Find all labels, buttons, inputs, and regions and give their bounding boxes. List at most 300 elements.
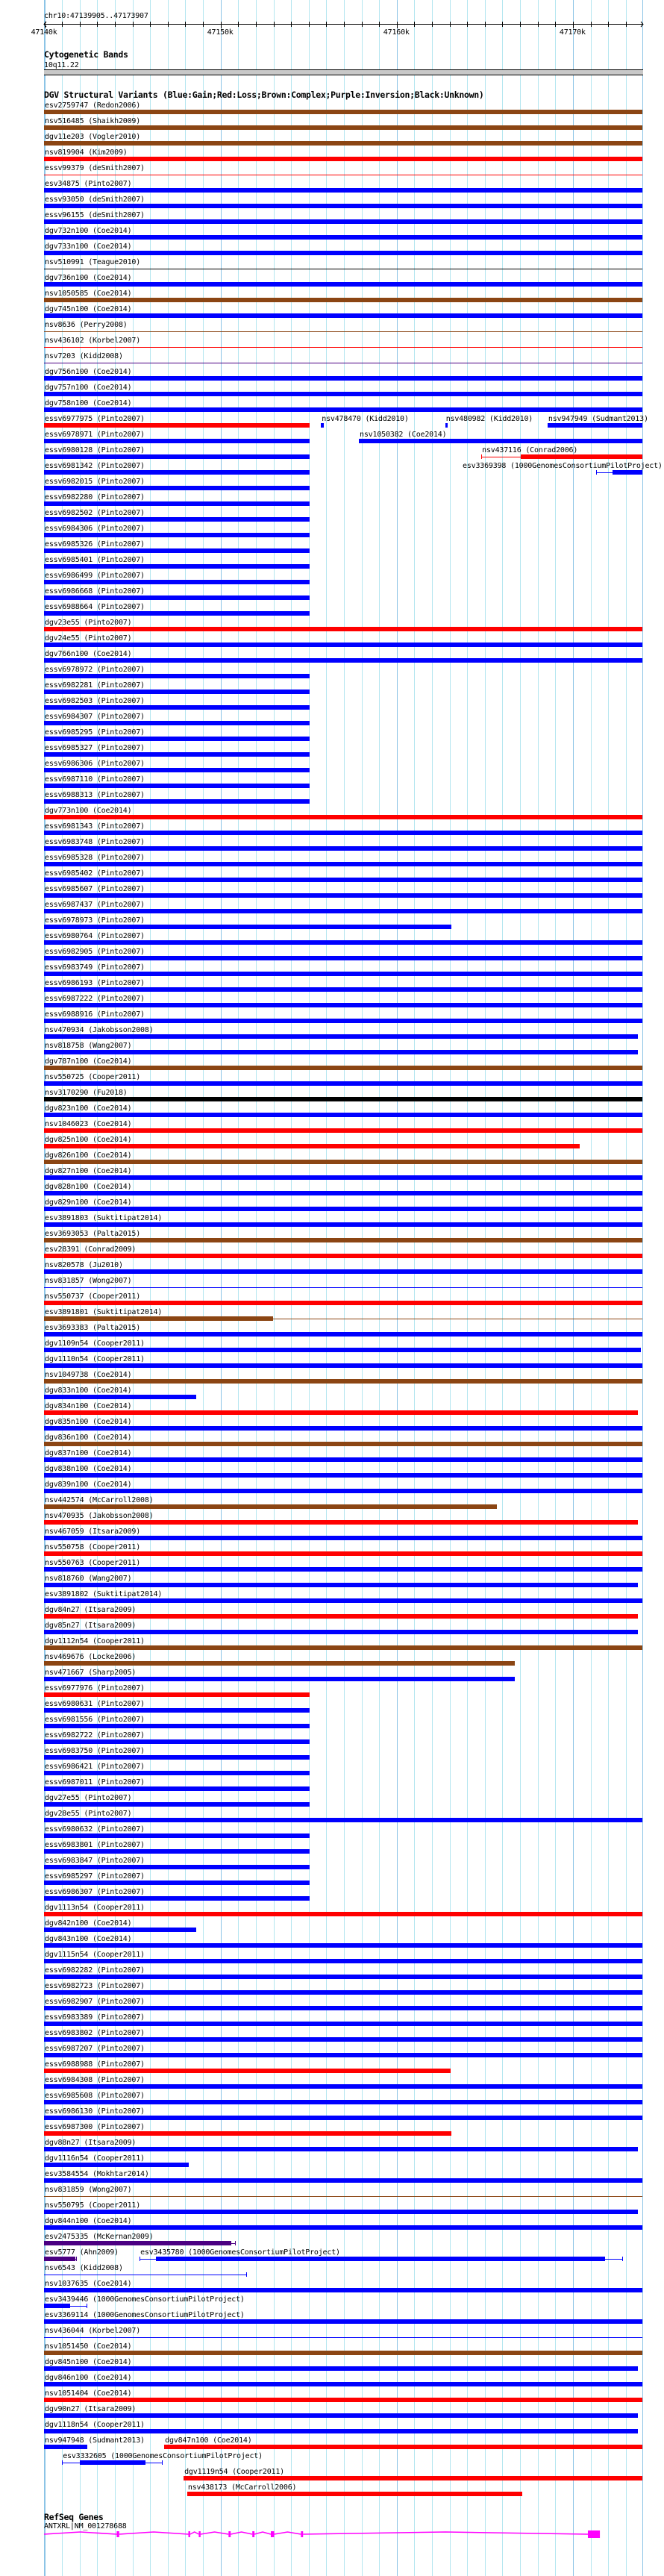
variant-bar-gain[interactable] <box>44 1896 310 1901</box>
variant-bar-gain[interactable] <box>44 188 642 193</box>
variant-label[interactable]: essv6988664 (Pinto2007) <box>45 603 145 611</box>
variant-label[interactable]: essv6982280 (Pinto2007) <box>45 493 145 501</box>
variant-bar-loss[interactable] <box>44 2398 642 2402</box>
variant-label[interactable]: nsv550737 (Cooper2011) <box>45 1292 141 1301</box>
variant-bar-gain[interactable] <box>44 972 642 976</box>
variant-bar-loss[interactable] <box>44 1301 642 1305</box>
variant-bar-gain[interactable] <box>44 1457 642 1462</box>
variant-label[interactable]: dgv1112n54 (Cooper2011) <box>45 1637 145 1645</box>
variant-label[interactable]: nsv469676 (Locke2006) <box>45 1653 137 1661</box>
variant-label[interactable]: essv6978973 (Pinto2007) <box>45 916 145 925</box>
variant-bar-gain[interactable] <box>321 423 323 428</box>
variant-bar-gain[interactable] <box>44 1802 310 1807</box>
variant-label[interactable]: esv3435780 (1000GenomesConsortiumPilotProject) <box>140 2248 340 2257</box>
variant-bar-loss[interactable] <box>44 2131 451 2136</box>
variant-label[interactable]: dgv845n100 (Coe2014) <box>45 2358 132 2366</box>
variant-bar-gain[interactable] <box>44 1943 642 1948</box>
variant-label[interactable]: essv6982503 (Pinto2007) <box>45 697 145 705</box>
variant-label[interactable]: essv6988988 (Pinto2007) <box>45 2060 145 2069</box>
variant-label[interactable]: essv6986307 (Pinto2007) <box>45 1888 145 1896</box>
variant-bar-loss[interactable] <box>44 1912 642 1916</box>
variant-label[interactable]: dgv843n100 (Coe2014) <box>45 1935 132 1943</box>
variant-label[interactable]: essv6986421 (Pinto2007) <box>45 1763 145 1771</box>
variant-label[interactable]: essv6977975 (Pinto2007) <box>45 415 145 423</box>
variant-bar-gain[interactable] <box>44 407 642 412</box>
variant-bar-gain[interactable] <box>613 470 642 475</box>
variant-label[interactable]: essv6980631 (Pinto2007) <box>45 1700 145 1708</box>
variant-label[interactable]: esv3369398 (1000GenomesConsortiumPilotProject) <box>463 462 663 470</box>
variant-label[interactable]: essv6982015 (Pinto2007) <box>45 478 145 486</box>
variant-label[interactable]: essv6985607 (Pinto2007) <box>45 885 145 893</box>
variant-label[interactable]: essv6982502 (Pinto2007) <box>45 509 145 517</box>
variant-label[interactable]: dgv823n100 (Coe2014) <box>45 1104 132 1113</box>
variant-bar-gain[interactable] <box>44 784 310 788</box>
variant-label[interactable]: essv6986668 (Pinto2007) <box>45 587 145 595</box>
variant-label[interactable]: dgv825n100 (Coe2014) <box>45 1136 132 1144</box>
variant-bar-loss[interactable] <box>44 2069 451 2073</box>
variant-bar-gain[interactable] <box>44 2445 87 2449</box>
variant-label[interactable]: essv6982723 (Pinto2007) <box>45 1982 145 1990</box>
variant-line[interactable] <box>44 2196 642 2197</box>
variant-label[interactable]: essv6981343 (Pinto2007) <box>45 822 145 831</box>
variant-bar-complex[interactable] <box>44 1238 642 1242</box>
variant-label[interactable]: dgv836n100 (Coe2014) <box>45 1434 132 1442</box>
variant-label[interactable]: essv6985297 (Pinto2007) <box>45 1872 145 1881</box>
variant-bar-gain[interactable] <box>44 1003 642 1007</box>
variant-bar-gain[interactable] <box>44 1739 310 1744</box>
variant-label[interactable]: dgv758n100 (Coe2014) <box>45 399 132 407</box>
variant-bar-complex[interactable] <box>44 110 642 114</box>
variant-bar-gain[interactable] <box>44 392 642 396</box>
variant-label[interactable]: dgv1113n54 (Cooper2011) <box>45 1904 145 1912</box>
variant-bar-gain[interactable] <box>44 2413 638 2418</box>
variant-bar-gain[interactable] <box>80 2460 145 2465</box>
variant-label[interactable]: dgv829n100 (Coe2014) <box>45 1198 132 1207</box>
variant-bar-gain[interactable] <box>44 1113 642 1117</box>
variant-label[interactable]: nsv819904 (Kim2009) <box>45 149 128 157</box>
variant-bar-gain[interactable] <box>44 1175 642 1180</box>
variant-bar-gain[interactable] <box>44 1959 642 1963</box>
variant-label[interactable]: nsv467059 (Itsara2009) <box>45 1528 141 1536</box>
variant-bar-loss[interactable] <box>44 423 310 428</box>
variant-label[interactable]: nsv470934 (Jakobsson2008) <box>45 1026 154 1034</box>
variant-label[interactable]: nsv1050382 (Coe2014) <box>360 431 447 439</box>
variant-line[interactable] <box>44 1287 642 1288</box>
variant-bar-gain[interactable] <box>44 564 310 569</box>
variant-bar-gain[interactable] <box>445 423 448 428</box>
variant-bar-gain[interactable] <box>44 752 310 757</box>
variant-bar-gain[interactable] <box>44 282 642 287</box>
variant-bar-loss[interactable] <box>44 1692 310 1697</box>
variant-label[interactable]: essv6987222 (Pinto2007) <box>45 995 145 1003</box>
variant-bar-gain[interactable] <box>44 1348 641 1352</box>
variant-bar-gain[interactable] <box>44 1975 642 1979</box>
variant-label[interactable]: nsv1037635 (Coe2014) <box>45 2280 132 2288</box>
variant-label[interactable]: essv6983750 (Pinto2007) <box>45 1747 145 1755</box>
variant-label[interactable]: dgv827n100 (Coe2014) <box>45 1167 132 1175</box>
variant-bar-gain[interactable] <box>44 1598 642 1603</box>
variant-bar-loss[interactable] <box>44 1254 642 1258</box>
variant-bar-complex[interactable] <box>44 1160 642 1164</box>
variant-bar-gain[interactable] <box>44 580 310 584</box>
variant-bar-gain[interactable] <box>44 2288 642 2292</box>
variant-label[interactable]: dgv1116n54 (Cooper2011) <box>45 2154 145 2163</box>
variant-bar-gain[interactable] <box>44 313 642 318</box>
gene-model-antxrl[interactable] <box>0 2527 664 2542</box>
variant-label[interactable]: dgv732n100 (Coe2014) <box>45 227 132 235</box>
variant-bar-gain[interactable] <box>44 1081 642 1086</box>
variant-bar-gain[interactable] <box>44 611 310 616</box>
variant-bar-gain[interactable] <box>44 1708 310 1713</box>
variant-label[interactable]: essv6982282 (Pinto2007) <box>45 1966 145 1975</box>
gene-label[interactable]: ANTXRL|NM_001278688 <box>44 2522 127 2530</box>
variant-label[interactable]: dgv847n100 (Coe2014) <box>165 2436 252 2445</box>
variant-label[interactable]: essv6978971 (Pinto2007) <box>45 431 145 439</box>
variant-label[interactable]: dgv833n100 (Coe2014) <box>45 1387 132 1395</box>
variant-label[interactable]: dgv88n27 (Itsara2009) <box>45 2139 137 2147</box>
variant-label[interactable]: essv6982907 (Pinto2007) <box>45 1998 145 2006</box>
variant-label[interactable]: dgv773n100 (Coe2014) <box>45 807 132 815</box>
variant-bar-gain[interactable] <box>44 439 310 443</box>
variant-label[interactable]: essv6980632 (Pinto2007) <box>45 1825 145 1833</box>
variant-bar-gain[interactable] <box>44 1786 310 1791</box>
variant-label[interactable]: nsv478470 (Kidd2010) <box>322 415 409 423</box>
variant-bar-gain[interactable] <box>44 768 310 772</box>
variant-bar-complex[interactable] <box>44 1442 642 1446</box>
variant-label[interactable]: esv3891801 (Suktitipat2014) <box>45 1308 163 1316</box>
variant-bar-gain[interactable] <box>44 878 642 882</box>
variant-label[interactable]: nsv1051404 (Coe2014) <box>45 2389 132 2398</box>
variant-bar-gain[interactable] <box>44 2304 70 2308</box>
variant-label[interactable]: nsv442574 (McCarroll2008) <box>45 1496 154 1504</box>
variant-label[interactable]: dgv11e203 (Vogler2010) <box>45 133 141 141</box>
variant-label[interactable]: essv6981556 (Pinto2007) <box>45 1716 145 1724</box>
variant-bar-gain[interactable] <box>44 2100 642 2104</box>
variant-label[interactable]: dgv835n100 (Coe2014) <box>45 1418 132 1426</box>
variant-label[interactable]: dgv756n100 (Coe2014) <box>45 368 132 376</box>
variant-label[interactable]: essv93050 (deSmith2007) <box>45 196 145 204</box>
variant-label[interactable]: esv3332605 (1000GenomesConsortiumPilotProject) <box>63 2452 263 2460</box>
variant-bar-gain[interactable] <box>44 721 310 725</box>
variant-bar-gain[interactable] <box>44 956 642 960</box>
variant-bar-gain[interactable] <box>44 533 310 537</box>
variant-bar-loss[interactable] <box>44 1144 580 1148</box>
variant-label[interactable]: dgv1109n54 (Cooper2011) <box>45 1339 145 1348</box>
variant-label[interactable]: essv6983748 (Pinto2007) <box>45 838 145 846</box>
variant-label[interactable]: essv6987300 (Pinto2007) <box>45 2123 145 2131</box>
variant-bar-loss[interactable] <box>44 1551 642 1556</box>
variant-label[interactable]: nsv550763 (Cooper2011) <box>45 1559 141 1567</box>
variant-label[interactable]: dgv1119n54 (Cooper2011) <box>184 2468 284 2476</box>
variant-label[interactable]: essv6985401 (Pinto2007) <box>45 556 145 564</box>
variant-label[interactable]: esv28391 (Conrad2009) <box>45 1245 137 1254</box>
variant-bar-gain[interactable] <box>44 909 642 913</box>
variant-bar-loss[interactable] <box>44 627 642 631</box>
variant-label[interactable]: nsv516485 (Shaikh2009) <box>45 117 141 125</box>
variant-bar-complex[interactable] <box>44 2351 642 2355</box>
variant-bar-gain[interactable] <box>44 235 642 240</box>
variant-bar-gain[interactable] <box>44 1034 638 1039</box>
variant-label[interactable]: essv6983802 (Pinto2007) <box>45 2029 145 2037</box>
variant-label[interactable]: nsv8636 (Perry2008) <box>45 321 128 329</box>
variant-label[interactable]: nsv1050585 (Coe2014) <box>45 290 132 298</box>
variant-bar-gain[interactable] <box>44 1426 642 1431</box>
variant-bar-gain[interactable] <box>44 705 310 710</box>
variant-bar-loss[interactable] <box>44 815 642 819</box>
variant-bar-gain[interactable] <box>44 470 310 475</box>
variant-label[interactable]: dgv23e55 (Pinto2007) <box>45 619 132 627</box>
variant-label[interactable]: esv3693053 (Palta2015) <box>45 1230 141 1238</box>
variant-label[interactable]: dgv1118n54 (Cooper2011) <box>45 2421 145 2429</box>
variant-label[interactable]: nsv831857 (Wong2007) <box>45 1277 132 1285</box>
variant-bar-gain[interactable] <box>44 1222 642 1227</box>
variant-bar-gain[interactable] <box>44 2429 638 2433</box>
variant-bar-gain[interactable] <box>44 2147 638 2151</box>
variant-label[interactable]: esv2759747 (Redon2006) <box>45 101 141 110</box>
variant-label[interactable]: nsv437116 (Conrad2006) <box>482 446 578 454</box>
variant-bar-gain[interactable] <box>44 1567 642 1572</box>
variant-label[interactable]: nsv510991 (Teague2010) <box>45 258 141 266</box>
variant-label[interactable]: nsv3170290 (Fu2018) <box>45 1089 128 1097</box>
variant-label[interactable]: essv6985608 (Pinto2007) <box>45 2092 145 2100</box>
variant-bar-gain[interactable] <box>44 1191 642 1195</box>
variant-line[interactable] <box>44 331 642 332</box>
variant-label[interactable]: esv3369114 (1000GenomesConsortiumPilotProject) <box>45 2311 245 2319</box>
variant-bar-gain[interactable] <box>44 2022 642 2026</box>
variant-line[interactable] <box>44 347 642 348</box>
variant-bar-gain[interactable] <box>44 501 310 506</box>
variant-bar-complex[interactable] <box>44 1379 642 1384</box>
variant-bar-complex[interactable] <box>44 1504 497 1509</box>
variant-label[interactable]: dgv28e55 (Pinto2007) <box>45 1810 132 1818</box>
variant-label[interactable]: esv5777 (Ahn2009) <box>45 2248 119 2257</box>
variant-bar-gain[interactable] <box>44 1019 642 1023</box>
variant-label[interactable]: nsv550795 (Cooper2011) <box>45 2201 141 2210</box>
variant-bar-loss[interactable] <box>164 2445 642 2449</box>
variant-bar-gain[interactable] <box>44 1818 642 1822</box>
variant-bar-loss[interactable] <box>187 2492 522 2496</box>
variant-label[interactable]: essv6982281 (Pinto2007) <box>45 681 145 690</box>
variant-bar-gain[interactable] <box>44 2178 642 2183</box>
variant-bar-complex[interactable] <box>44 1645 642 1650</box>
variant-label[interactable]: essv6987437 (Pinto2007) <box>45 901 145 909</box>
variant-bar-gain[interactable] <box>44 1363 642 1368</box>
variant-label[interactable]: nsv818760 (Wang2007) <box>45 1575 132 1583</box>
variant-label[interactable]: dgv844n100 (Coe2014) <box>45 2217 132 2225</box>
variant-bar-gain[interactable] <box>44 799 310 804</box>
variant-bar-gain[interactable] <box>44 2116 642 2120</box>
variant-bar-gain[interactable] <box>44 1536 642 1540</box>
variant-label[interactable]: dgv85n27 (Itsara2009) <box>45 1622 137 1630</box>
variant-label[interactable]: essv6985402 (Pinto2007) <box>45 869 145 878</box>
variant-label[interactable]: nsv550758 (Cooper2011) <box>45 1543 141 1551</box>
variant-bar-gain[interactable] <box>44 1771 310 1775</box>
variant-bar-inversion[interactable] <box>44 2241 231 2245</box>
variant-label[interactable]: esv2475335 (McKernan2009) <box>45 2233 154 2241</box>
variant-label[interactable]: nsv1051450 (Coe2014) <box>45 2342 132 2351</box>
variant-label[interactable]: essv6977976 (Pinto2007) <box>45 1684 145 1692</box>
variant-label[interactable]: essv6980764 (Pinto2007) <box>45 932 145 940</box>
variant-bar-gain[interactable] <box>44 2084 642 2089</box>
variant-bar-loss[interactable] <box>44 1614 638 1619</box>
variant-label[interactable]: essv6987207 (Pinto2007) <box>45 2045 145 2053</box>
variant-label[interactable]: dgv826n100 (Coe2014) <box>45 1151 132 1160</box>
variant-bar-complex[interactable] <box>44 125 642 130</box>
variant-bar-gain[interactable] <box>44 376 642 381</box>
variant-bar-gain[interactable] <box>44 1332 642 1337</box>
variant-label[interactable]: essv6983847 (Pinto2007) <box>45 1857 145 1865</box>
variant-bar-gain[interactable] <box>44 2037 642 2042</box>
variant-label[interactable]: essv96155 (deSmith2007) <box>45 211 145 219</box>
variant-label[interactable]: esv34875 (Pinto2007) <box>45 180 132 188</box>
variant-label[interactable]: nsv7203 (Kidd2008) <box>45 352 123 360</box>
variant-bar-gain[interactable] <box>44 486 310 490</box>
variant-bar-gain[interactable] <box>44 1849 310 1854</box>
variant-bar-gain[interactable] <box>44 658 642 663</box>
variant-label[interactable]: essv6985327 (Pinto2007) <box>45 744 145 752</box>
variant-bar-gain[interactable] <box>44 1928 196 1932</box>
variant-bar-unknown[interactable] <box>44 1097 642 1101</box>
variant-label[interactable]: nsv1049738 (Coe2014) <box>45 1371 132 1379</box>
variant-label[interactable]: dgv766n100 (Coe2014) <box>45 650 132 658</box>
variant-bar-gain[interactable] <box>44 219 642 224</box>
variant-label[interactable]: essv6978972 (Pinto2007) <box>45 666 145 674</box>
variant-bar-loss[interactable] <box>44 157 642 161</box>
variant-label[interactable]: essv6984306 (Pinto2007) <box>45 525 145 533</box>
variant-label[interactable]: essv6980128 (Pinto2007) <box>45 446 145 454</box>
variant-label[interactable]: dgv84n27 (Itsara2009) <box>45 1606 137 1614</box>
variant-label[interactable]: nsv436044 (Korbel2007) <box>45 2327 141 2335</box>
variant-label[interactable]: esv3584554 (Mokhtar2014) <box>45 2170 149 2178</box>
variant-label[interactable]: dgv837n100 (Coe2014) <box>45 1449 132 1457</box>
variant-bar-gain[interactable] <box>44 1583 638 1587</box>
variant-bar-gain[interactable] <box>44 1755 310 1760</box>
variant-bar-complex[interactable] <box>44 141 642 146</box>
variant-bar-loss[interactable] <box>44 1128 642 1133</box>
variant-label[interactable]: nsv1046023 (Coe2014) <box>45 1120 132 1128</box>
variant-bar-complex[interactable] <box>44 1066 642 1070</box>
variant-label[interactable]: essv6982905 (Pinto2007) <box>45 948 145 956</box>
variant-label[interactable]: dgv757n100 (Coe2014) <box>45 384 132 392</box>
variant-bar-gain[interactable] <box>44 690 310 694</box>
variant-bar-gain[interactable] <box>44 2163 189 2167</box>
variant-label[interactable]: essv6984308 (Pinto2007) <box>45 2076 145 2084</box>
variant-label[interactable]: dgv90n27 (Itsara2009) <box>45 2405 137 2413</box>
variant-label[interactable]: dgv1115n54 (Cooper2011) <box>45 1951 145 1959</box>
variant-label[interactable]: nsv480982 (Kidd2010) <box>445 415 533 423</box>
variant-label[interactable]: esv3891803 (Suktitipat2014) <box>45 1214 163 1222</box>
variant-bar-gain[interactable] <box>44 1207 642 1211</box>
variant-bar-gain[interactable] <box>44 595 310 600</box>
variant-label[interactable]: essv6987011 (Pinto2007) <box>45 1778 145 1786</box>
variant-label[interactable]: dgv733n100 (Coe2014) <box>45 243 132 251</box>
variant-bar-gain[interactable] <box>44 1724 310 1728</box>
variant-bar-complex[interactable] <box>44 298 642 302</box>
variant-label[interactable]: dgv736n100 (Coe2014) <box>45 274 132 282</box>
variant-label[interactable]: nsv947949 (Sudmant2013) <box>548 415 648 423</box>
variant-label[interactable]: dgv846n100 (Coe2014) <box>45 2374 132 2382</box>
variant-label[interactable]: essv6988313 (Pinto2007) <box>45 791 145 799</box>
variant-label[interactable]: nsv438173 (McCarroll2006) <box>187 2483 297 2492</box>
variant-bar-gain[interactable] <box>44 204 642 208</box>
variant-label[interactable]: essv6986130 (Pinto2007) <box>45 2107 145 2116</box>
variant-label[interactable]: essv6987110 (Pinto2007) <box>45 775 145 784</box>
variant-bar-gain[interactable] <box>44 1630 638 1634</box>
variant-label[interactable]: dgv828n100 (Coe2014) <box>45 1183 132 1191</box>
variant-bar-gain[interactable] <box>44 846 642 851</box>
variant-bar-gain[interactable] <box>44 2225 642 2230</box>
variant-label[interactable]: nsv818758 (Wang2007) <box>45 1042 132 1050</box>
variant-bar-gain[interactable] <box>44 1050 638 1054</box>
variant-label[interactable]: dgv27e55 (Pinto2007) <box>45 1794 132 1802</box>
variant-label[interactable]: essv6984307 (Pinto2007) <box>45 713 145 721</box>
variant-label[interactable]: dgv839n100 (Coe2014) <box>45 1481 132 1489</box>
variant-bar-gain[interactable] <box>359 439 642 443</box>
variant-bar-gain[interactable] <box>44 1269 642 1274</box>
variant-bar-gain[interactable] <box>44 737 310 741</box>
variant-bar-gain[interactable] <box>44 831 642 835</box>
variant-label[interactable]: nsv436102 (Korbel2007) <box>45 337 141 345</box>
variant-label[interactable]: esv3693383 (Palta2015) <box>45 1324 141 1332</box>
variant-label[interactable]: nsv820578 (Ju2010) <box>45 1261 123 1269</box>
variant-bar-gain[interactable] <box>44 1677 515 1681</box>
variant-bar-gain[interactable] <box>44 1881 310 1885</box>
variant-bar-inversion[interactable] <box>44 2257 75 2261</box>
variant-bar-gain[interactable] <box>44 643 642 647</box>
variant-label[interactable]: essv6983801 (Pinto2007) <box>45 1841 145 1849</box>
variant-bar-gain[interactable] <box>44 2210 638 2214</box>
variant-label[interactable]: essv6986306 (Pinto2007) <box>45 760 145 768</box>
variant-bar-gain[interactable] <box>44 862 642 866</box>
variant-bar-gain[interactable] <box>44 548 310 553</box>
cytoband-10q11-22[interactable] <box>44 69 643 75</box>
variant-bar-gain[interactable] <box>548 423 642 428</box>
variant-bar-gain[interactable] <box>44 454 310 459</box>
variant-bar-gain[interactable] <box>44 2006 642 2010</box>
variant-label[interactable]: essv6982722 (Pinto2007) <box>45 1731 145 1739</box>
variant-bar-gain[interactable] <box>44 1833 310 1838</box>
variant-bar-loss[interactable] <box>44 1410 638 1415</box>
variant-label[interactable]: dgv1110n54 (Cooper2011) <box>45 1355 145 1363</box>
variant-bar-gain[interactable] <box>44 517 310 522</box>
variant-label[interactable]: nsv947948 (Sudmant2013) <box>45 2436 145 2445</box>
variant-bar-gain[interactable] <box>44 1473 642 1478</box>
variant-bar-loss[interactable] <box>184 2476 642 2480</box>
variant-label[interactable]: dgv838n100 (Coe2014) <box>45 1465 132 1473</box>
variant-bar-complex[interactable] <box>44 1316 273 1321</box>
variant-bar-complex[interactable] <box>44 1661 515 1666</box>
variant-label[interactable]: dgv842n100 (Coe2014) <box>45 1919 132 1928</box>
variant-bar-gain[interactable] <box>44 2382 642 2386</box>
variant-bar-gain[interactable] <box>44 1865 310 1869</box>
variant-label[interactable]: nsv6543 (Kidd2008) <box>45 2264 123 2272</box>
variant-bar-gain[interactable] <box>44 251 642 255</box>
variant-bar-loss[interactable] <box>44 1520 638 1525</box>
variant-line[interactable] <box>44 2337 642 2338</box>
variant-bar-gain[interactable] <box>44 1990 642 1995</box>
variant-label[interactable]: essv6986193 (Pinto2007) <box>45 979 145 987</box>
variant-label[interactable]: essv6986499 (Pinto2007) <box>45 572 145 580</box>
variant-label[interactable]: nsv470935 (Jakobsson2008) <box>45 1512 154 1520</box>
variant-label[interactable]: nsv471667 (Sharp2005) <box>45 1669 137 1677</box>
variant-bar-gain[interactable] <box>44 2366 638 2371</box>
variant-label[interactable]: essv6981342 (Pinto2007) <box>45 462 145 470</box>
variant-label[interactable]: dgv24e55 (Pinto2007) <box>45 634 132 643</box>
variant-label[interactable]: essv99379 (deSmith2007) <box>45 164 145 172</box>
variant-label[interactable]: esv3439446 (1000GenomesConsortiumPilotProject) <box>45 2295 245 2304</box>
variant-bar-gain[interactable] <box>156 2257 605 2261</box>
variant-bar-gain[interactable] <box>44 1395 196 1399</box>
